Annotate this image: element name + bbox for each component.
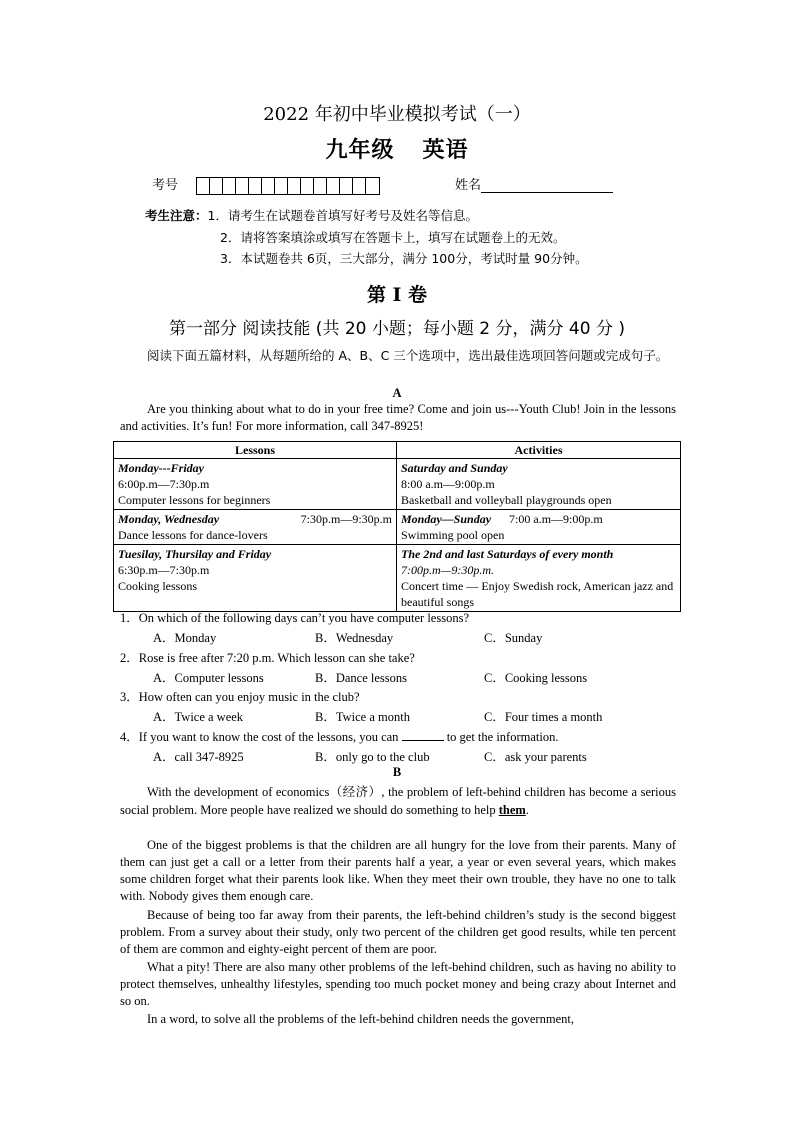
table-header: Activities	[397, 442, 681, 459]
lesson-time: 7:30p.m—9:30p.m	[300, 512, 392, 526]
activity-name: Basketball and volleyball playgrounds open	[401, 493, 612, 507]
activity-day: Monday—Sunday	[401, 512, 492, 526]
question-2: 2．Rose is free after 7:20 p.m. Which lesson can she take?	[120, 651, 415, 665]
passage-b-paragraph-5: In a word, to solve all the problems of the left-behind children needs the government,	[147, 1012, 574, 1026]
notice-item: 2．请将答案填涂或填写在答题卡上，填写在试题卷上的无效。	[220, 230, 566, 245]
passage-b-paragraph-4: What a pity! There are also many other problems of the left-behind children, such as having no ability to protect themselves, unhealthy lifestyles, spending too much pocket money and being crazy about Internet and so on.	[120, 960, 676, 1008]
name-row	[455, 174, 613, 193]
exam-number-label: 考号	[152, 178, 179, 193]
schedule-table	[113, 441, 681, 612]
option-a[interactable]: A．call 347-8925	[153, 750, 244, 764]
option-c[interactable]: C．ask your parents	[484, 750, 587, 764]
underlined-word: them	[498, 803, 526, 817]
table-header: Lessons	[114, 442, 397, 459]
option-a[interactable]: A．Computer lessons	[153, 671, 264, 685]
option-c[interactable]: C．Sunday	[484, 631, 543, 645]
passage-b-paragraph-2: One of the biggest problems is that the children are all hungry for the love from their parents. Many of them can just get a call or a letter from their parents half a year, a year or even several years, which makes some children forget what their parents look like. When they meet their own trouble, they have no one to talk with. Nobody gives them enough care.	[120, 838, 676, 903]
notice-line-1	[145, 206, 478, 224]
notice-item: 3．本试题卷共 6页，三大部分，满分 100分，考试时量 90分钟。	[220, 251, 588, 266]
question-1: 1．On which of the following days can’t you have computer lessons?	[120, 611, 469, 625]
activity-name: Concert time — Enjoy Swedish rock, American jazz and beautiful songs	[401, 579, 674, 609]
passage-a-letter: A	[392, 386, 402, 400]
activity-time: 7:00 a.m—9:00p.m	[509, 512, 603, 526]
answer-blank[interactable]	[402, 740, 444, 741]
passage-b-paragraph-3: Because of being too far away from their parents, the left-behind children’s study is the second biggest problem. From a survey about their study, only two percent of the children get good results, while ten percent of them are common and eighty-eight percent of them are poor.	[120, 908, 676, 956]
passage-a-intro: Are you thinking about what to do in your free time? Come and join us---Youth Club! Join in the lessons and activities. It’s fun! For more information, call 347-8925!	[120, 402, 676, 433]
option-c[interactable]: C．Four times a month	[484, 710, 603, 724]
lesson-day: Monday, Wednesday	[118, 512, 220, 526]
option-c[interactable]: C．Cooking lessons	[484, 671, 588, 685]
question-3: 3．How often can you enjoy music in the club?	[120, 690, 360, 704]
option-b[interactable]: B．Twice a month	[315, 710, 410, 724]
question-4: 4．If you want to know the cost of the lessons, you can to get the information.	[120, 730, 559, 744]
lesson-name: Computer lessons for beginners	[118, 493, 271, 507]
subject-label: 英语	[422, 137, 469, 163]
lesson-time: 6:30p.m—7:30p.m	[118, 563, 210, 577]
activity-time: 8:00 a.m—9:00p.m	[401, 477, 495, 491]
exam-subtitle	[0, 133, 794, 164]
table-row	[114, 545, 681, 612]
option-a[interactable]: A．Monday	[153, 631, 217, 645]
part-heading: 第一部分 阅读技能 (共 20 小题；每小题 2 分，满分 40 分 )	[169, 319, 625, 339]
notice-label: 考生注意：	[145, 208, 208, 223]
volume-heading: 第 I 卷	[366, 284, 428, 306]
option-b[interactable]: B．Wednesday	[315, 631, 394, 645]
name-field[interactable]	[481, 178, 613, 193]
option-a[interactable]: A．Twice a week	[153, 710, 244, 724]
option-b[interactable]: B．Dance lessons	[315, 671, 407, 685]
table-row	[114, 510, 681, 545]
lesson-day: Tuesilay, Thursilay and Friday	[118, 547, 272, 561]
grade-label: 九年级	[325, 137, 395, 163]
passage-b-letter: B	[392, 765, 402, 779]
activity-day: The 2nd and last Saturdays of every month	[401, 547, 614, 561]
table-row	[114, 459, 681, 510]
passage-b-paragraph-1: With the development of economics（经济）, the problem of left-behind children has become a serious social problem. More people have realized we should do something to help them.	[120, 785, 676, 817]
exam-number-row	[152, 174, 380, 195]
notice-item: 1．请考生在试题卷首填写好考号及姓名等信息。	[207, 208, 478, 223]
activity-day: Saturday and Sunday	[401, 461, 508, 475]
option-b[interactable]: B．only go to the club	[315, 750, 430, 764]
activity-time: 7:00p.m—9:30p.m.	[401, 563, 494, 577]
lesson-day: Monday---Friday	[118, 461, 204, 475]
lesson-name: Cooking lessons	[118, 579, 198, 593]
lesson-name: Dance lessons for dance-lovers	[118, 528, 268, 542]
lesson-time: 6:00p.m—7:30p.m	[118, 477, 210, 491]
name-label: 姓名	[455, 178, 482, 193]
instructions: 阅读下面五篇材料，从每题所给的 A、B、C 三个选项中，选出最佳选项回答问题或完成句子。	[147, 348, 669, 363]
exam-number-boxes[interactable]	[196, 177, 380, 195]
exam-title: 2022 年初中毕业模拟考试（一）	[263, 104, 531, 125]
activity-name: Swimming pool open	[401, 528, 505, 542]
